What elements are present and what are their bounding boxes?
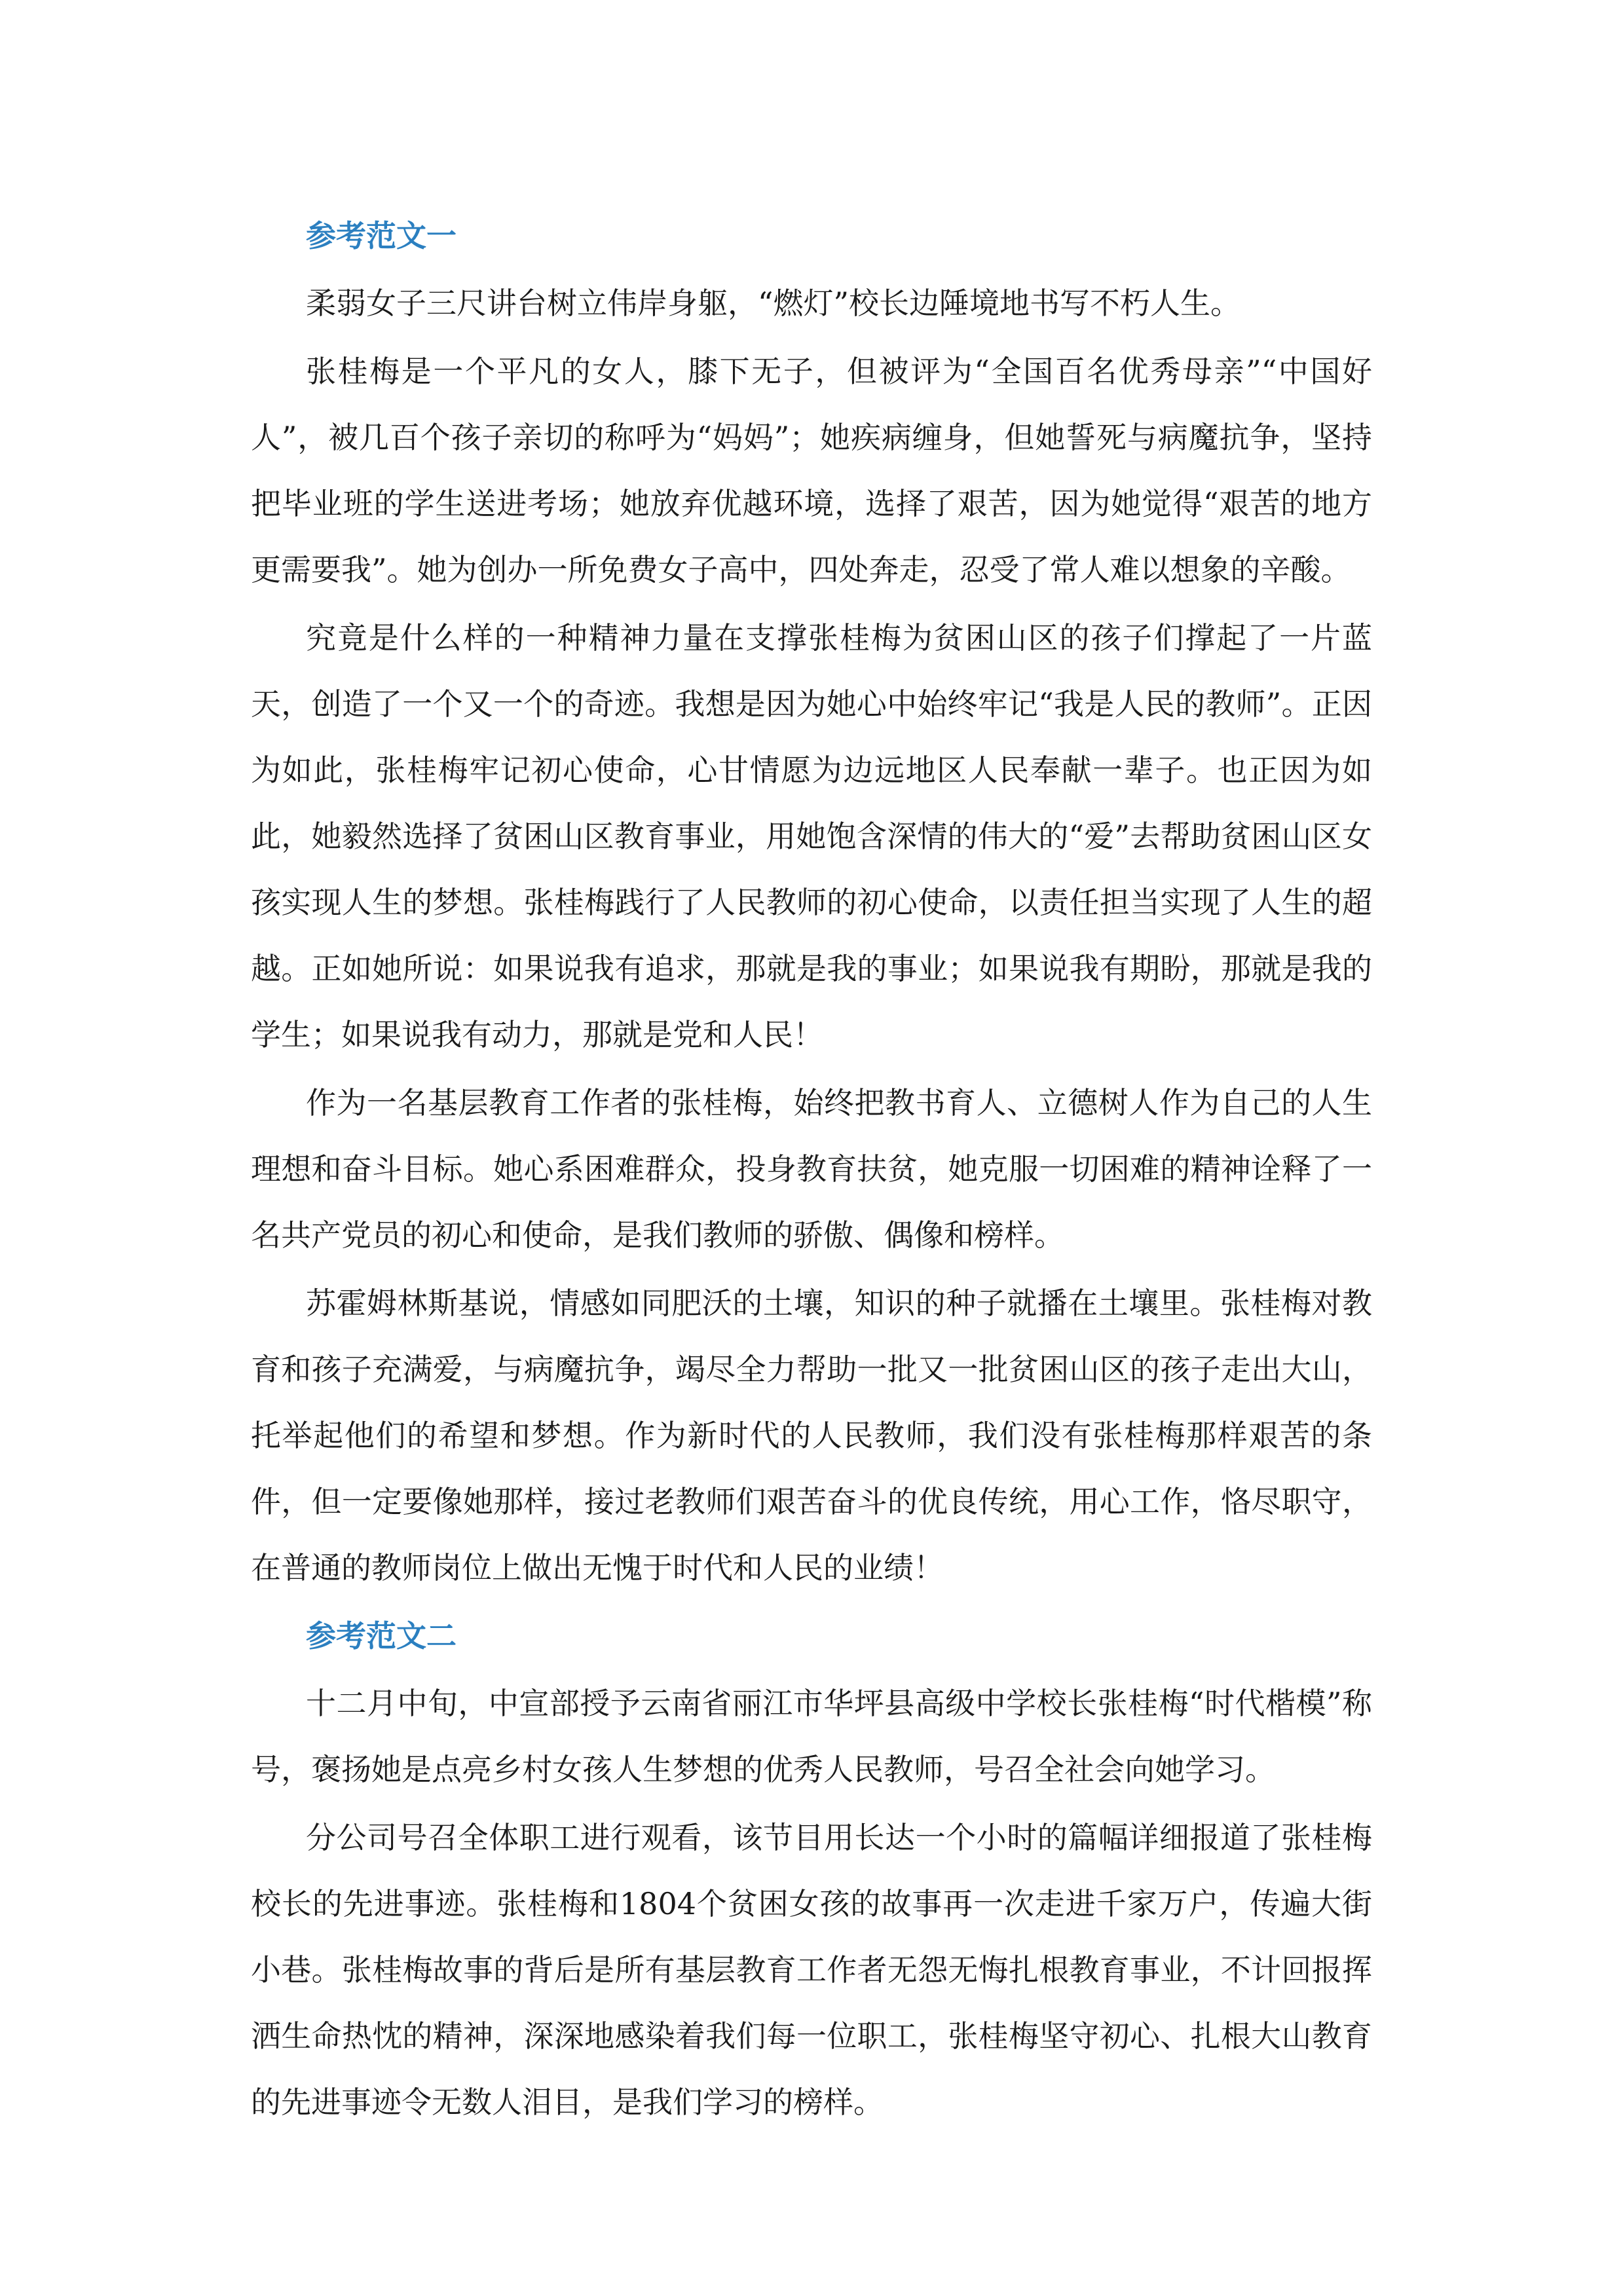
paragraph: 分公司号召全体职工进行观看，该节目用长达一个小时的篇幅详细报道了张桂梅校长的先进事迹。张桂梅和1804个贫困女孩的故事再一次走进千家万户，传遍大街小巷。张桂梅故事的背后是所有基层教育工作者无怨无悔扎根教育事业，不计回报挥洒生命热忱的精神，深深地感染着我们每一位职工，张桂梅坚守初心、扎根大山教育的先进事迹令无数人泪目，是我们学习的榜样。 [251, 1820, 1372, 2120]
paragraph: 张桂梅是一个平凡的女人，膝下无子，但被评为“全国百名优秀母亲”“中国好人”，被几百个孩子亲切的称呼为“妈妈”；她疾病缠身，但她誓死与病魔抗争，坚持把毕业班的学生送进考场；她放弃优越环境，选择了艰苦，因为她觉得“艰苦的地方更需要我”。她为创办一所免费女子高中，四处奔走，忍受了常人难以想象的辛酸。 [251, 354, 1372, 587]
section-heading-2: 参考范文二 [306, 1618, 457, 1654]
section-heading-1: 参考范文一 [306, 218, 457, 253]
paragraph: 苏霍姆林斯基说，情感如同肥沃的土壤，知识的种子就播在土壤里。张桂梅对教育和孩子充满爱，与病魔抗争，竭尽全力帮助一批又一批贫困山区的孩子走出大山，托举起他们的希望和梦想。作为新时代的人民教师，我们没有张桂梅那样艰苦的条件，但一定要像她那样，接过老教师们艰苦奋斗的优良传统，用心工作，恪尽职守，在普通的教师岗位上做出无愧于时代和人民的业绩！ [251, 1286, 1372, 1585]
document-body [251, 203, 1372, 2138]
paragraph: 柔弱女子三尺讲台树立伟岸身躯，“燃灯”校长边陲境地书写不朽人生。 [306, 286, 1241, 321]
paragraph: 究竟是什么样的一种精神力量在支撑张桂梅为贫困山区的孩子们撑起了一片蓝天，创造了一个又一个的奇迹。我想是因为她心中始终牢记“我是人民的教师”。正因为如此，张桂梅牢记初心使命，心甘情愿为边远地区人民奉献一辈子。也正因为如此，她毅然选择了贫困山区教育事业，用她饱含深情的伟大的“爱”去帮助贫困山区女孩实现人生的梦想。张桂梅践行了人民教师的初心使命，以责任担当实现了人生的超越。正如她所说：如果说我有追求，那就是我的事业；如果说我有期盼，那就是我的学生；如果说我有动力，那就是党和人民！ [251, 620, 1372, 1052]
paragraph: 作为一名基层教育工作者的张桂梅，始终把教书育人、立德树人作为自己的人生理想和奋斗目标。她心系困难群众，投身教育扶贫，她克服一切困难的精神诠释了一名共产党员的初心和使命，是我们教师的骄傲、偶像和榜样。 [251, 1085, 1372, 1253]
paragraph: 十二月中旬，中宣部授予云南省丽江市华坪县高级中学校长张桂梅“时代楷模”称号，褒扬她是点亮乡村女孩人生梦想的优秀人民教师，号召全社会向她学习。 [251, 1686, 1372, 1787]
